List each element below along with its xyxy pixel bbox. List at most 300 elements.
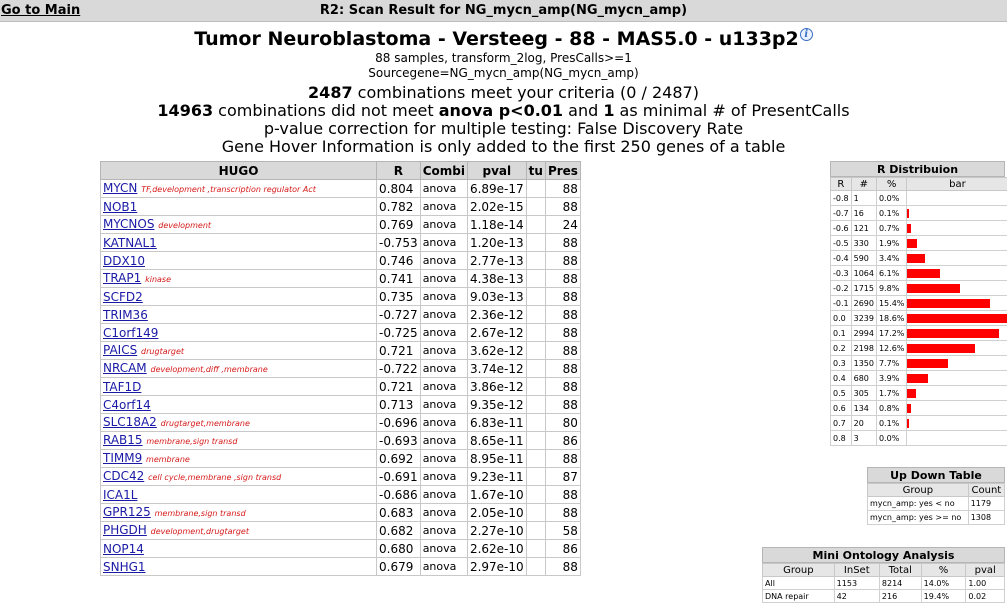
r-dist-bar [907,419,909,428]
pval-cell: 9.23e-11 [467,468,526,486]
gene-link[interactable]: PHGDH [103,522,147,537]
tu-cell [526,504,545,522]
pval-cell: 2.05e-10 [467,504,526,522]
gene-annotation: development [158,220,212,230]
pval-cell: 8.65e-11 [467,432,526,450]
gene-link[interactable]: TRIM36 [103,307,148,322]
pval-cell: 3.62e-12 [467,342,526,360]
r-dist-row [831,296,1007,311]
pres-cell: 80 [545,414,580,432]
tu-cell [526,558,545,576]
r-dist-count: 20 [851,416,876,431]
r-dist-percent: 9.8% [876,281,906,296]
up-down-row [868,511,1005,525]
pres-cell: 88 [545,288,580,306]
pres-cell: 88 [545,306,580,324]
pval-cell: 2.02e-15 [467,198,526,216]
pval-cell: 3.74e-12 [467,360,526,378]
hugo-cell [101,234,377,252]
combi-cell: anova [420,468,467,486]
r-dist-bar-cell [907,431,1007,446]
r-dist-header-cell: % [876,178,906,191]
gene-link[interactable]: SNHG1 [103,559,146,574]
r-dist-count: 2994 [851,326,876,341]
not-met-min: 1 [603,101,615,120]
r-dist-bar-cell [907,236,1007,251]
combi-cell: anova [420,252,467,270]
column-header-pval: pval [467,162,526,180]
tu-cell [526,378,545,396]
pres-cell: 58 [545,522,580,540]
r-value-cell: 0.721 [377,342,421,360]
r-dist-bar [907,254,925,263]
gene-annotation: drugtarget [141,346,185,356]
hugo-cell [101,360,377,378]
pres-cell: 88 [545,450,580,468]
column-header-r: R [377,162,421,180]
tu-cell [526,468,545,486]
table-row [101,306,581,324]
combi-cell: anova [420,234,467,252]
hover-info-text: Gene Hover Information is only added to the first 250 genes of a table [221,137,786,156]
gene-link[interactable]: NOP14 [103,541,144,556]
top-bar [0,0,1007,22]
tu-cell [526,180,545,198]
ontology-row [763,577,1005,590]
gene-annotation: membrane,sign transd [146,436,238,446]
ontology-header-cell: Group [763,564,835,577]
r-dist-bar-cell [907,341,1007,356]
pres-cell: 88 [545,234,580,252]
page-title: Tumor Neuroblastoma - Versteeg - 88 - MAS5.0 - u133p2 [194,28,799,50]
r-dist-row [831,236,1007,251]
r-dist-bar-cell [907,206,1007,221]
pval-cell: 2.67e-12 [467,324,526,342]
hugo-cell [101,540,377,558]
r-distribution-header [831,178,1007,191]
r-dist-row [831,326,1007,341]
gene-link[interactable]: C4orf14 [103,397,151,412]
column-header-hugo: HUGO [101,162,377,180]
mini-ontology-title: Mini Ontology Analysis [762,547,1005,563]
hugo-cell [101,288,377,306]
r-dist-count: 1715 [851,281,876,296]
pres-cell: 88 [545,396,580,414]
gene-annotation: development,drugtarget [150,526,249,536]
r-dist-header-cell: # [851,178,876,191]
r-dist-bar-cell [907,311,1007,326]
r-dist-percent: 0.8% [876,401,906,416]
combi-cell: anova [420,396,467,414]
hugo-cell [101,306,377,324]
up-down-count: 1308 [968,511,1004,525]
pval-cell: 2.36e-12 [467,306,526,324]
gene-link[interactable]: SCFD2 [103,289,143,304]
r-dist-r: -0.3 [831,266,852,281]
combi-cell: anova [420,216,467,234]
ontology-header-cell: InSet [834,564,879,577]
pres-cell: 88 [545,378,580,396]
pval-cell: 1.18e-14 [467,216,526,234]
pres-cell: 88 [545,360,580,378]
gene-annotation: cell cycle,membrane ,sign transd [148,472,282,482]
table-row [101,324,581,342]
r-dist-bar [907,209,909,218]
up-down-count: 1179 [968,497,1004,511]
pval-cell: 2.77e-13 [467,252,526,270]
up-down-table [867,483,1005,525]
gene-link[interactable]: TIMM9 [103,450,143,465]
hugo-cell [101,342,377,360]
r-dist-count: 3 [851,431,876,446]
hugo-cell [101,504,377,522]
gene-annotation: membrane,sign transd [154,508,246,518]
tu-cell [526,414,545,432]
r-dist-count: 121 [851,221,876,236]
combi-cell: anova [420,342,467,360]
r-value-cell: -0.727 [377,306,421,324]
r-dist-percent: 12.6% [876,341,906,356]
r-dist-row [831,191,1007,206]
r-dist-row [831,386,1007,401]
hugo-cell [101,486,377,504]
table-row [101,270,581,288]
r-value-cell: 0.804 [377,180,421,198]
r-dist-percent: 0.1% [876,206,906,221]
r-dist-bar-cell [907,221,1007,236]
pres-cell: 88 [545,504,580,522]
gene-link[interactable]: CDC42 [103,468,145,483]
not-met-min-text: as minimal # of PresentCalls [614,101,850,120]
r-dist-count: 1350 [851,356,876,371]
ontology-group: DNA repair [763,590,835,603]
r-dist-percent: 0.0% [876,191,906,206]
combi-cell: anova [420,378,467,396]
r-dist-bar-cell [907,266,1007,281]
r-dist-percent: 3.9% [876,371,906,386]
r-dist-r: -0.2 [831,281,852,296]
r-dist-bar-cell [907,371,1007,386]
hugo-cell [101,270,377,288]
r-dist-count: 2198 [851,341,876,356]
pval-cell: 1.20e-13 [467,234,526,252]
r-dist-row [831,416,1007,431]
combinations-count: 2487 [308,83,353,102]
not-met-count: 14963 [157,101,214,120]
r-value-cell: 0.782 [377,198,421,216]
pres-cell: 88 [545,558,580,576]
tu-cell [526,270,545,288]
not-met-criterion: anova p<0.01 [438,101,564,120]
gene-link[interactable]: TRAP1 [103,270,142,285]
combi-cell: anova [420,486,467,504]
combi-cell: anova [420,522,467,540]
table-row [101,486,581,504]
pres-cell: 88 [545,342,580,360]
tu-cell [526,288,545,306]
r-dist-r: 0.2 [831,341,852,356]
ontology-pct: 14.0% [921,577,966,590]
r-dist-percent: 18.6% [876,311,906,326]
r-dist-bar [907,224,911,233]
r-value-cell: -0.696 [377,414,421,432]
hugo-cell [101,450,377,468]
r-dist-bar-cell [907,326,1007,341]
hugo-cell [101,522,377,540]
gene-link[interactable]: SLC18A2 [103,414,157,429]
r-dist-row [831,401,1007,416]
r-dist-row [831,251,1007,266]
r-dist-bar-cell [907,191,1007,206]
combinations-met [0,84,1007,102]
ontology-inset: 1153 [834,577,879,590]
gene-annotation: drugtarget,membrane [160,418,250,428]
hugo-cell [101,252,377,270]
gene-link[interactable]: TAF1D [103,379,142,394]
r-dist-bar-cell [907,401,1007,416]
tu-cell [526,234,545,252]
pval-cell: 2.62e-10 [467,540,526,558]
hugo-cell [101,324,377,342]
gene-link[interactable]: PAICS [103,342,138,357]
gene-link[interactable]: NOB1 [103,199,138,214]
combi-cell: anova [420,180,467,198]
up-down-group: mycn_amp: yes < no [868,497,969,511]
up-down-row [868,497,1005,511]
pres-cell: 88 [545,270,580,288]
ontology-pval: 0.02 [966,590,1005,603]
table-row [101,378,581,396]
table-row [101,234,581,252]
r-dist-percent: 0.7% [876,221,906,236]
table-row [101,540,581,558]
r-dist-percent: 6.1% [876,266,906,281]
goto-main-link[interactable]: Go to Main [1,3,81,18]
table-row [101,360,581,378]
gene-link[interactable]: RAB15 [103,432,143,447]
gene-link[interactable]: DDX10 [103,253,145,268]
ontology-pct: 19.4% [921,590,966,603]
pres-cell: 24 [545,216,580,234]
table-row [101,414,581,432]
up-down-title: Up Down Table [867,467,1005,483]
r-dist-count: 330 [851,236,876,251]
r-value-cell: -0.691 [377,468,421,486]
r-dist-count: 590 [851,251,876,266]
r-dist-row [831,281,1007,296]
r-dist-bar-cell [907,386,1007,401]
r-dist-r: -0.8 [831,191,852,206]
up-down-header [868,484,1005,497]
source-gene: Sourcegene=NG_mycn_amp(NG_mycn_amp) [368,66,639,80]
gene-link[interactable]: GPR125 [103,504,151,519]
r-dist-bar [907,269,940,278]
r-dist-bar [907,389,916,398]
pres-cell: 88 [545,486,580,504]
combi-cell: anova [420,324,467,342]
ontology-row [763,590,1005,603]
hugo-cell [101,558,377,576]
r-value-cell: -0.722 [377,360,421,378]
table-row [101,216,581,234]
combi-cell: anova [420,432,467,450]
combi-cell: anova [420,504,467,522]
r-value-cell: -0.686 [377,486,421,504]
r-dist-row [831,356,1007,371]
up-down-panel [867,467,1005,525]
results-table-header [101,162,581,180]
r-value-cell: 0.746 [377,252,421,270]
results-table-body [101,180,581,576]
hugo-cell [101,180,377,198]
pval-cell: 2.27e-10 [467,522,526,540]
r-value-cell: 0.769 [377,216,421,234]
r-dist-r: 0.1 [831,326,852,341]
r-dist-r: 0.8 [831,431,852,446]
tu-cell [526,360,545,378]
r-distribution-title: R Distribuion [830,161,1005,177]
gene-annotation: membrane [146,454,190,464]
combi-cell: anova [420,450,467,468]
r-dist-header-cell: R [831,178,852,191]
r-value-cell: -0.693 [377,432,421,450]
up-down-header-cell: Group [868,484,969,497]
r-dist-header-cell: bar [907,178,1007,191]
r-value-cell: 0.683 [377,504,421,522]
not-met-text: combinations did not meet [213,101,439,120]
gene-link[interactable]: ICA1L [103,487,138,502]
r-dist-count: 305 [851,386,876,401]
ontology-header-cell: pval [966,564,1005,577]
r-dist-r: -0.7 [831,206,852,221]
pval-cell: 6.83e-11 [467,414,526,432]
tu-cell [526,342,545,360]
pres-cell: 88 [545,180,580,198]
gene-link[interactable]: KATNAL1 [103,235,157,250]
ontology-header-cell: % [921,564,966,577]
combi-cell: anova [420,414,467,432]
pres-cell: 88 [545,324,580,342]
r-dist-r: -0.4 [831,251,852,266]
r-dist-count: 1064 [851,266,876,281]
r-dist-bar-cell [907,296,1007,311]
tu-cell [526,522,545,540]
pres-cell: 86 [545,540,580,558]
combi-cell: anova [420,360,467,378]
r-dist-bar [907,404,911,413]
r-distribution-panel [830,161,1005,446]
up-down-group: mycn_amp: yes >= no [868,511,969,525]
hugo-cell [101,468,377,486]
r-dist-percent: 17.2% [876,326,906,341]
gene-link[interactable]: NRCAM [103,360,147,375]
correction-text: p-value correction for multiple testing: False Discovery Rate [263,119,744,138]
gene-annotation: kinase [145,274,172,284]
r-dist-percent: 0.0% [876,431,906,446]
window-title: R2: Scan Result for NG_mycn_amp(NG_mycn_amp) [319,3,688,18]
r-dist-count: 16 [851,206,876,221]
gene-link[interactable]: MYCN [103,180,138,195]
r-dist-r: 0.3 [831,356,852,371]
tu-cell [526,198,545,216]
gene-annotation: development,diff ,membrane [150,364,268,374]
table-row [101,432,581,450]
table-row [101,180,581,198]
table-row [101,522,581,540]
r-distribution-table [830,177,1007,446]
tu-cell [526,306,545,324]
mini-ontology-header [763,564,1005,577]
r-dist-bar [907,284,960,293]
gene-link[interactable]: C1orf149 [103,325,159,340]
r-dist-row [831,341,1007,356]
combi-cell: anova [420,288,467,306]
table-row [101,558,581,576]
r-dist-percent: 1.7% [876,386,906,401]
tu-cell [526,216,545,234]
combinations-not-met [0,102,1007,120]
r-dist-bar-cell [907,356,1007,371]
mini-ontology-panel [762,547,1005,603]
r-dist-percent: 0.1% [876,416,906,431]
tu-cell [526,450,545,468]
info-icon[interactable]: i [800,28,813,41]
mini-ontology-table [762,563,1005,603]
ontology-inset: 42 [834,590,879,603]
pval-cell: 3.86e-12 [467,378,526,396]
table-row [101,252,581,270]
gene-annotation: TF,development ,transcription regulator Act [141,184,316,194]
r-dist-bar [907,299,990,308]
r-dist-row [831,206,1007,221]
r-value-cell: -0.725 [377,324,421,342]
r-dist-count: 2690 [851,296,876,311]
r-dist-percent: 3.4% [876,251,906,266]
table-row [101,504,581,522]
r-dist-percent: 1.9% [876,236,906,251]
r-dist-bar [907,314,1007,323]
hugo-cell [101,378,377,396]
pres-cell: 86 [545,432,580,450]
r-dist-bar-cell [907,251,1007,266]
gene-link[interactable]: MYCNOS [103,216,155,231]
ontology-total: 8214 [879,577,921,590]
table-row [101,450,581,468]
pval-cell: 8.95e-11 [467,450,526,468]
hugo-cell [101,198,377,216]
pval-cell: 1.67e-10 [467,486,526,504]
tu-cell [526,396,545,414]
r-value-cell: 0.741 [377,270,421,288]
r-dist-count: 3239 [851,311,876,326]
r-value-cell: 0.679 [377,558,421,576]
combi-cell: anova [420,540,467,558]
r-value-cell: 0.735 [377,288,421,306]
column-header-pres: Pres [545,162,580,180]
r-dist-bar [907,239,917,248]
pres-cell: 88 [545,252,580,270]
tu-cell [526,324,545,342]
ontology-total: 216 [879,590,921,603]
pval-cell: 2.97e-10 [467,558,526,576]
tu-cell [526,540,545,558]
r-dist-bar [907,329,999,338]
r-dist-bar [907,359,948,368]
not-met-and: and [563,101,604,120]
combi-cell: anova [420,270,467,288]
combinations-text: combinations meet your criteria (0 / 2487) [352,83,699,102]
pres-cell: 88 [545,198,580,216]
